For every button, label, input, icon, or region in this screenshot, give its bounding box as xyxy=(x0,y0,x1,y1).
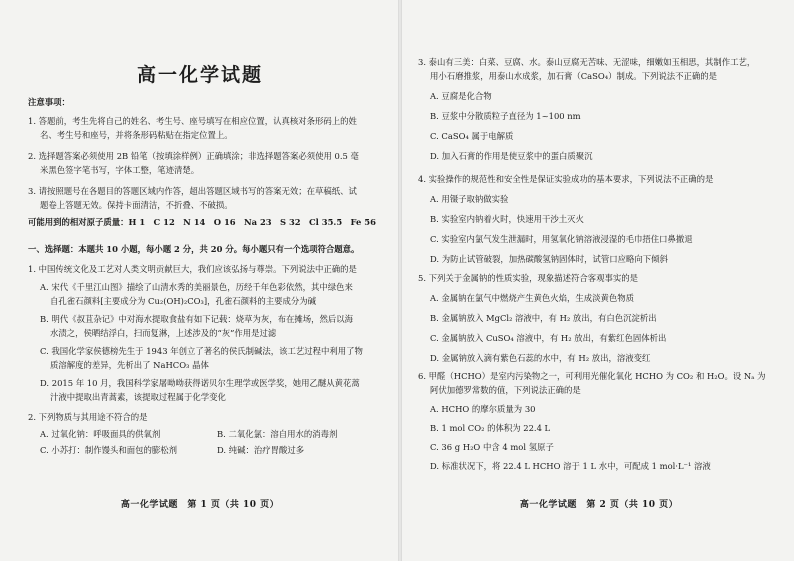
q5-stem: 5. 下列关于金属钠的性质实验，现象描述符合客观事实的是 xyxy=(418,273,639,283)
q2-options-row-2 xyxy=(28,443,394,457)
q1-option-a: A. 宋代《千里江山图》描绘了山清水秀的美丽景色，历经千年色彩依然，其中绿色来 自孔雀石颜料[主要成分为 Cu₂(OH)₂CO₃]，孔雀石颜料的主要成分为碱 xyxy=(40,282,353,306)
q3-stem-line-1: 3. 泰山有三美：白菜、豆腐、水。泰山豆腐无苦味、无涩味，细嫩如玉相思，其制作工艺， xyxy=(418,57,756,67)
q4-option-c: C. 实验室内氯气发生泄漏时，用氢氧化钠溶液浸湿的毛巾捂住口鼻撤退 xyxy=(430,234,693,244)
notes-heading: 注意事项： xyxy=(28,97,70,107)
q1-option-b: B. 明代《叔苴杂记》中对海水提取食盐有如下记载：烧草为灰，布在摊场，然后以海 水渍之，侯晒结浮白，扫而复淋，上述涉及的“灰”作用是过滤 xyxy=(40,314,353,338)
question-2 xyxy=(28,410,394,457)
q4-stem: 4. 实验操作的规范性和安全性是保证实验成功的基本要求，下列说法不正确的是 xyxy=(418,174,714,184)
question-1 xyxy=(28,262,394,404)
atomic-mass-line: 可能用到的相对原子质量：H 1 C 12 N 14 O 16 Na 23 S 32 Cl 35.5 Fe 56 xyxy=(28,217,376,227)
exam-title: 高一化学试题 xyxy=(136,64,263,86)
q5-option-a: A. 金属钠在氯气中燃烧产生黄色火焰，生成淡黄色物质 xyxy=(430,293,634,303)
q5-option-d: D. 金属钠放入滴有紫色石蕊的水中，有 H₂ 放出，溶液变红 xyxy=(430,353,651,363)
q5-option-b: B. 金属钠放入 MgCl₂ 溶液中，有 H₂ 放出，有白色沉淀析出 xyxy=(430,313,657,323)
page-2 xyxy=(404,0,794,561)
question-3 xyxy=(418,55,786,163)
q6-option-b: B. 1 mol CO₂ 的体积为 22.4 L xyxy=(430,423,551,433)
q2-stem: 2. 下列物质与其用途不符合的是 xyxy=(28,412,148,422)
q2-options-row-1 xyxy=(28,427,394,441)
q4-option-b: B. 实验室内钠着火时，快速用干沙土灭火 xyxy=(430,214,584,224)
q5-option-c: C. 金属钠放入 CuSO₄ 溶液中，有 H₂ 放出，有紫红色固体析出 xyxy=(430,333,667,343)
q1-option-c: C. 我国化学家侯德榜先生于 1943 年创立了著名的侯氏制碱法，该工艺过程中利用了物 质溶解度的差异，先析出了 NaHCO₃ 晶体 xyxy=(40,346,363,370)
q3-option-b: B. 豆浆中分散质粒子直径为 1~100 nm xyxy=(430,111,581,121)
q4-option-a: A. 用镊子取钠做实验 xyxy=(430,194,509,204)
q4-option-d: D. 为防止试管破裂，加热碳酸氢钠固体时，试管口应略向下倾斜 xyxy=(430,254,668,264)
page-2-footer: 高一化学试题 第 2 页（共 10 页） xyxy=(519,500,679,510)
q6-option-a: A. HCHO 的摩尔质量为 30 xyxy=(430,404,536,414)
notes-section xyxy=(28,95,394,229)
note-3: 3. 请按照题号在各题目的答题区域内作答，超出答题区域书写的答案无效；在草稿纸、试 题卷上答题无效。保持卡面清洁，不折叠、不破损。 xyxy=(28,186,357,210)
q6-stem-line-2: 阿伏加德罗常数的值，下列说法正确的是 xyxy=(430,385,581,395)
section-1 xyxy=(28,242,394,457)
page-gutter xyxy=(398,0,402,561)
q6-option-d: D. 标准状况下，将 22.4 L HCHO 溶于 1 L 水中，可配成 1 mol·L⁻¹ 溶液 xyxy=(430,461,711,471)
q3-option-d: D. 加入石膏的作用是使豆浆中的蛋白质聚沉 xyxy=(430,151,593,161)
question-6 xyxy=(418,369,786,473)
note-2: 2. 选择题答案必须使用 2B 铅笔（按填涂样例）正确填涂；非选择题答案必须使用 0.5 毫 米黑色签字笔书写，字体工整，笔迹清楚。 xyxy=(28,151,359,175)
q3-option-c: C. CaSO₄ 属于电解质 xyxy=(430,131,514,141)
q2-option-a: A. 过氧化钠：呼吸面具的供氧剂 xyxy=(40,429,161,439)
q2-option-c: C. 小苏打：制作馒头和面包的膨松剂 xyxy=(40,445,178,455)
q2-option-b: B. 二氧化氯：溶自用水的消毒剂 xyxy=(217,429,338,439)
question-5 xyxy=(418,271,786,365)
q1-option-d: D. 2015 年 10 月，我国科学家屠呦呦获得诺贝尔生理学或医学奖，她用乙醚从黄花蒿 汁液中提取出青蒿素，该提取过程属于化学变化 xyxy=(40,378,360,402)
section-1-heading: 一、选择题：本题共 10 小题，每小题 2 分，共 20 分。每小题只有一个选项符合题意。 xyxy=(28,244,360,254)
q2-option-d: D. 纯碱：治疗胃酸过多 xyxy=(217,445,305,455)
q1-stem: 1. 中国传统文化及工艺对人类文明贡献巨大，我们应该弘扬与尊崇。下列说法中正确的是 xyxy=(28,264,357,274)
q3-stem-line-2: 用小石磨推浆，用泰山水成浆，加石膏（CaSO₄）制成。下列说法不正确的是 xyxy=(430,71,717,81)
q6-option-c: C. 36 g H₂O 中含 4 mol 氢原子 xyxy=(430,442,554,452)
q6-stem-line-1: 6. 甲醛（HCHO）是室内污染物之一，可利用光催化氧化 HCHO 为 CO₂ 和 H₂O。设 Nₐ 为 xyxy=(418,371,766,381)
note-1: 1. 答题前，考生先将自己的姓名、考生号、座号填写在相应位置，认真核对条形码上的姓 名、考生号和座号，并将条形码粘贴在指定位置上。 xyxy=(28,116,357,140)
question-4 xyxy=(418,172,786,266)
page-1-footer: 高一化学试题 第 1 页（共 10 页） xyxy=(120,500,280,510)
q3-option-a: A. 豆腐是化合物 xyxy=(430,91,492,101)
